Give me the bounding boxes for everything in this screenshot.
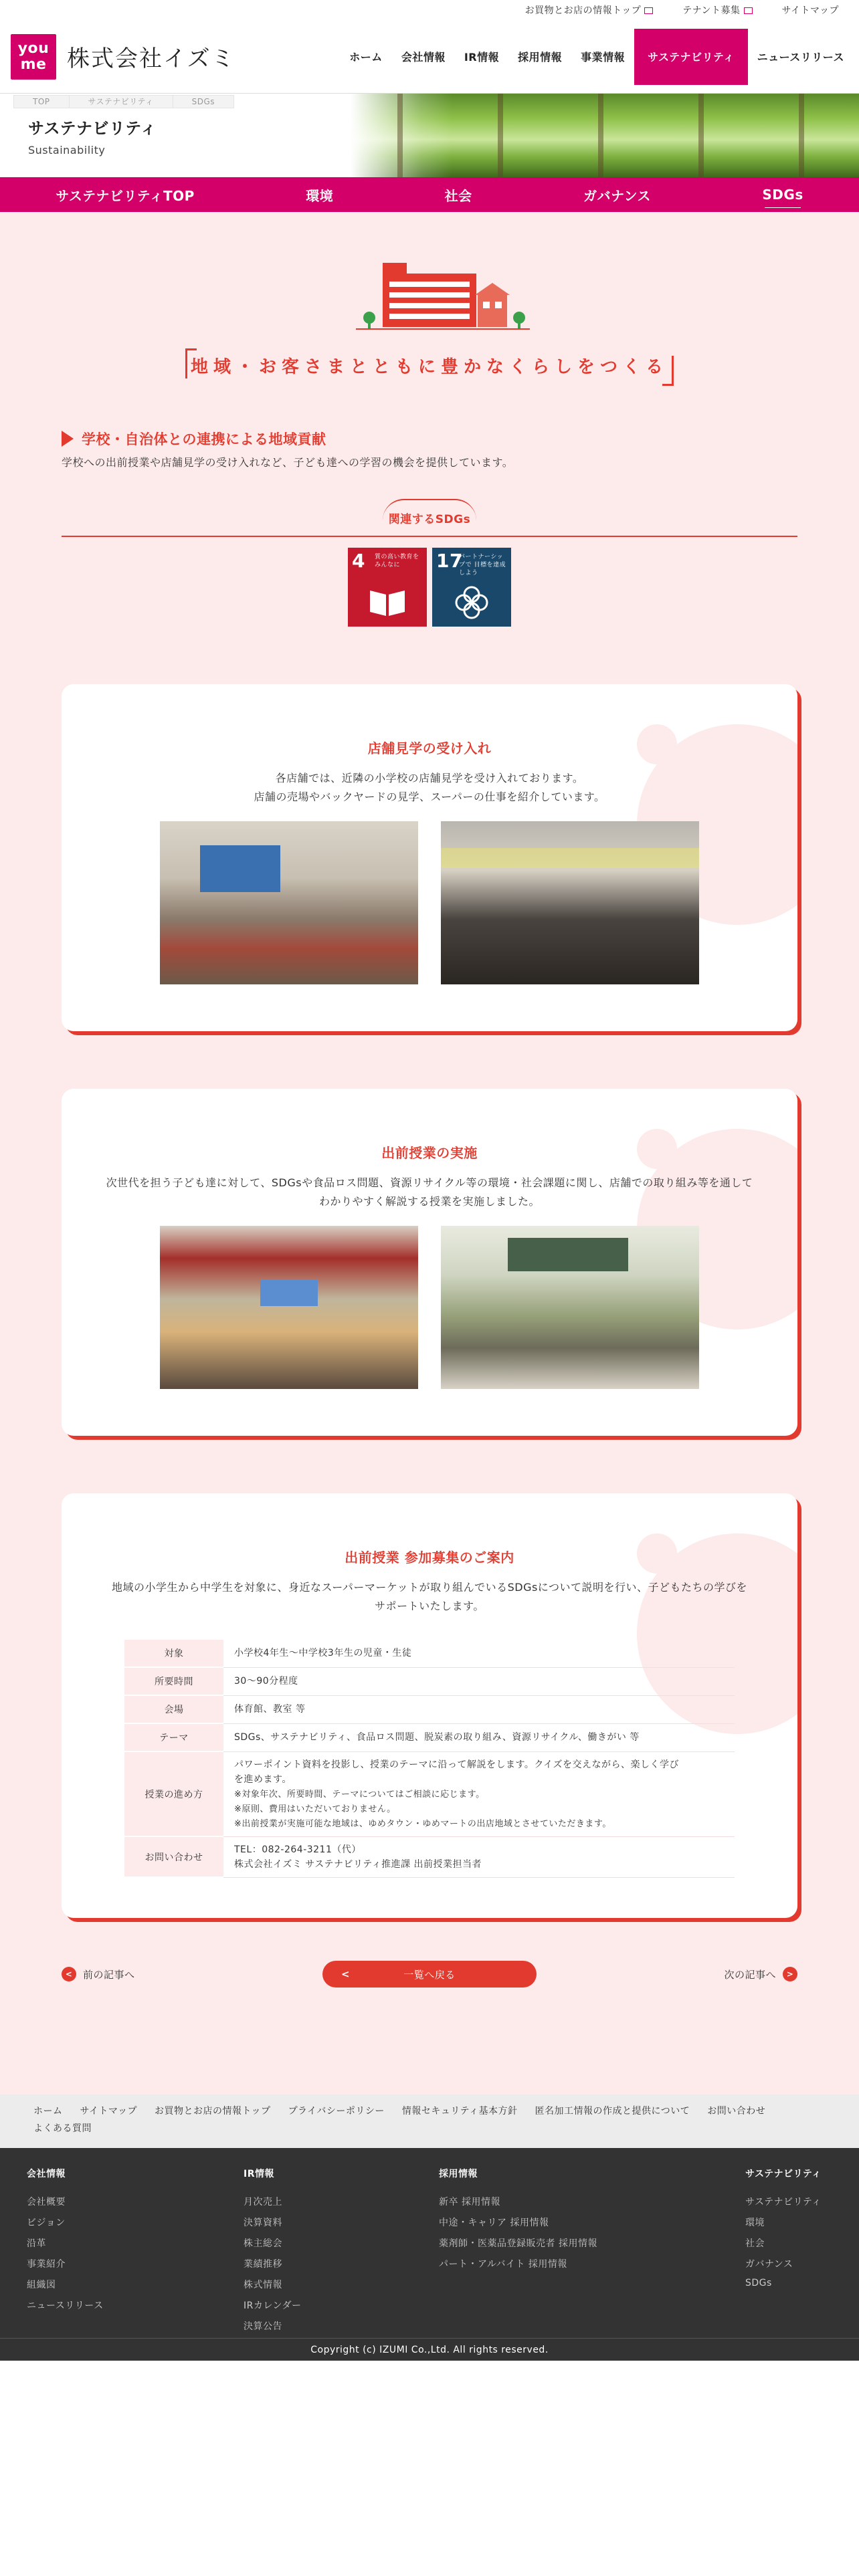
nav-company[interactable]: 会社情報 bbox=[401, 51, 446, 64]
card-description: 次世代を担う子ども達に対して、SDGsや食品ロス問題、資源リサイクル等の環境・社会課題に関し、店舗での取り組み等を通して わかりやすく解説する授業を実施しました。 bbox=[106, 1176, 753, 1208]
card-title: 店舗見学の受け入れ bbox=[367, 740, 492, 756]
external-link-icon bbox=[644, 7, 653, 14]
catch-copy: 地域・お客さまとともに豊かなくらしをつくる bbox=[185, 348, 674, 386]
sdg-4-icon: 4 質の高い教育を みんなに bbox=[348, 548, 427, 627]
card-description: 各店舗では、近隣の小学校の店舗見学を受け入れております。 店舗の売場やバックヤードの見学、スーパーの仕事を紹介しています。 bbox=[254, 772, 605, 803]
nav-home[interactable]: ホーム bbox=[349, 51, 383, 64]
global-nav bbox=[340, 29, 854, 85]
nav-recruit[interactable]: 採用情報 bbox=[518, 51, 563, 64]
card-title: 出前授業の実施 bbox=[381, 1145, 478, 1161]
footer-link-faq[interactable]: よくある質問 bbox=[33, 2123, 92, 2134]
footer-link-contact[interactable]: お問い合わせ bbox=[707, 2106, 766, 2117]
chevron-left-icon: < bbox=[62, 1967, 76, 1981]
chevron-right-icon: > bbox=[783, 1967, 797, 1981]
subnav-social[interactable]: 社会 bbox=[444, 187, 472, 204]
youme-logo[interactable]: you me bbox=[11, 34, 56, 80]
program-info-table bbox=[124, 1640, 735, 1878]
table-row: 会場 体育館、教室 等 bbox=[124, 1695, 735, 1723]
table-row: お問い合わせ TEL：082-264-3211（代） 株式会社イズミ サステナビリティ推進課 出前授業担当者 bbox=[124, 1836, 735, 1877]
section-description: 学校への出前授業や店舗見学の受け入れなど、子ども達への学習の機会を提供しています。 bbox=[62, 456, 514, 469]
triangle-icon bbox=[62, 431, 74, 447]
page-hero bbox=[0, 94, 859, 177]
site-header bbox=[0, 20, 859, 94]
partnership-rings-icon bbox=[452, 582, 492, 623]
footer-link-security[interactable]: 情報セキュリティ基本方針 bbox=[401, 2106, 518, 2117]
classroom-lecture-photo bbox=[441, 1226, 699, 1389]
store-illustration bbox=[329, 253, 530, 334]
table-row: 授業の進め方 パワーポイント資料を投影し、授業のテーマに沿って解説をします。クイズを交えながら、楽しく学び を進めます。 ※対象年次、所要時間、テーマについてはご相談に応じます。 ※原則、費用はいただいておりません。 ※出前授業が実施可能な地域は、ゆめタウン・ゆめマートの出店地域とさせていただきます。 bbox=[124, 1751, 735, 1836]
footer-links bbox=[0, 2095, 859, 2148]
back-to-list-button[interactable]: < 一覧へ戻る bbox=[322, 1961, 537, 1988]
table-row: 所要時間 30～90分程度 bbox=[124, 1667, 735, 1695]
book-icon bbox=[367, 585, 407, 619]
utility-bar bbox=[0, 0, 859, 20]
subnav-governance[interactable]: ガバナンス bbox=[583, 187, 651, 204]
external-link-icon bbox=[744, 7, 753, 14]
classroom-photo bbox=[160, 821, 418, 984]
sdg-icons bbox=[0, 548, 859, 627]
table-row: テーマ SDGs、サステナビリティ、食品ロス問題、脱炭素の取り組み、資源リサイクル、働きがい 等 bbox=[124, 1723, 735, 1751]
store-tour-photo bbox=[441, 821, 699, 984]
main-content bbox=[0, 212, 859, 2095]
related-sdgs-label: 関連するSDGs bbox=[62, 510, 797, 537]
subnav-environment[interactable]: 環境 bbox=[306, 187, 334, 204]
table-row: 対象 小学校4年生～中学校3年生の児童・生徒 bbox=[124, 1640, 735, 1667]
footer-col-company: 会社情報 会社概要 ビジョン 沿革 事業紹介 組織図 ニュースリリース bbox=[27, 2169, 104, 2311]
nav-business[interactable]: 事業情報 bbox=[581, 51, 626, 64]
tenant-link[interactable]: テナント募集 bbox=[682, 3, 752, 17]
footer-link-shopping[interactable]: お買物とお店の情報トップ bbox=[154, 2106, 271, 2117]
chevron-left-icon: < bbox=[341, 1968, 351, 1980]
recruitment-card bbox=[62, 1493, 797, 1918]
store-tour-card bbox=[62, 684, 797, 1031]
subnav-sdgs[interactable]: SDGs bbox=[762, 187, 803, 203]
next-article-link[interactable]: 次の記事へ > bbox=[724, 1967, 797, 1981]
footer-col-ir: IR情報 月次売上 決算資料 株主総会 業績推移 株式情報 IRカレンダー 決算公告 bbox=[244, 2169, 302, 2332]
sdg-17-icon: 17 パートナーシップで 目標を達成しよう bbox=[432, 548, 511, 627]
nav-sustainability[interactable]: サステナビリティ bbox=[634, 29, 747, 85]
nav-news[interactable]: ニュースリリース bbox=[757, 51, 844, 64]
photo-row bbox=[62, 1226, 797, 1389]
page-subtitle: Sustainability bbox=[28, 143, 106, 156]
sitemap-link[interactable]: サイトマップ bbox=[781, 5, 839, 16]
breadcrumb-sdgs: SDGs bbox=[173, 95, 234, 108]
footer-link-anonymized[interactable]: 匿名加工情報の作成と提供について bbox=[535, 2106, 690, 2117]
section-heading: 学校・自治体との連携による地域貢献 bbox=[62, 429, 859, 449]
gym-lecture-photo bbox=[160, 1226, 418, 1389]
shopping-info-link[interactable]: お買物とお店の情報トップ bbox=[525, 3, 654, 17]
footer-link-privacy[interactable]: プライバシーポリシー bbox=[288, 2106, 385, 2117]
page-title: サステナビリティ bbox=[28, 118, 157, 138]
footer-link-sitemap[interactable]: サイトマップ bbox=[80, 2106, 137, 2117]
copyright: Copyright (c) IZUMI Co.,Ltd. All rights reserved. bbox=[0, 2338, 859, 2361]
prev-article-link[interactable]: < 前の記事へ bbox=[62, 1967, 135, 1981]
footer-col-sustainability: サステナビリティ サステナビリティ 環境 社会 ガバナンス SDGs bbox=[745, 2169, 822, 2288]
article-pager bbox=[62, 1961, 797, 1988]
footer-col-recruit: 採用情報 新卒 採用情報 中途・キャリア 採用情報 薬剤師・医薬品登録販売者 採用情報 パート・アルバイト 採用情報 bbox=[439, 2169, 597, 2270]
photo-row bbox=[62, 821, 797, 984]
card-title: 出前授業 参加募集のご案内 bbox=[345, 1549, 514, 1566]
card-description: 地域の小学生から中学生を対象に、身近なスーパーマーケットが取り組んでいるSDGsについて説明を行い、子どもたちの学びを サポートいたします。 bbox=[112, 1581, 747, 1612]
sustainability-subnav bbox=[0, 177, 859, 212]
footer-link-home[interactable]: ホーム bbox=[33, 2106, 63, 2117]
site-footer bbox=[0, 2148, 859, 2338]
breadcrumb-sustainability[interactable]: サステナビリティ bbox=[69, 95, 173, 108]
breadcrumb-top[interactable]: TOP bbox=[13, 95, 70, 108]
outreach-class-card bbox=[62, 1089, 797, 1436]
company-name: 株式会社イズミ bbox=[67, 45, 235, 72]
nav-ir[interactable]: IR情報 bbox=[464, 51, 500, 64]
forest-image bbox=[351, 94, 859, 177]
subnav-top[interactable]: サステナビリティTOP bbox=[56, 187, 195, 204]
